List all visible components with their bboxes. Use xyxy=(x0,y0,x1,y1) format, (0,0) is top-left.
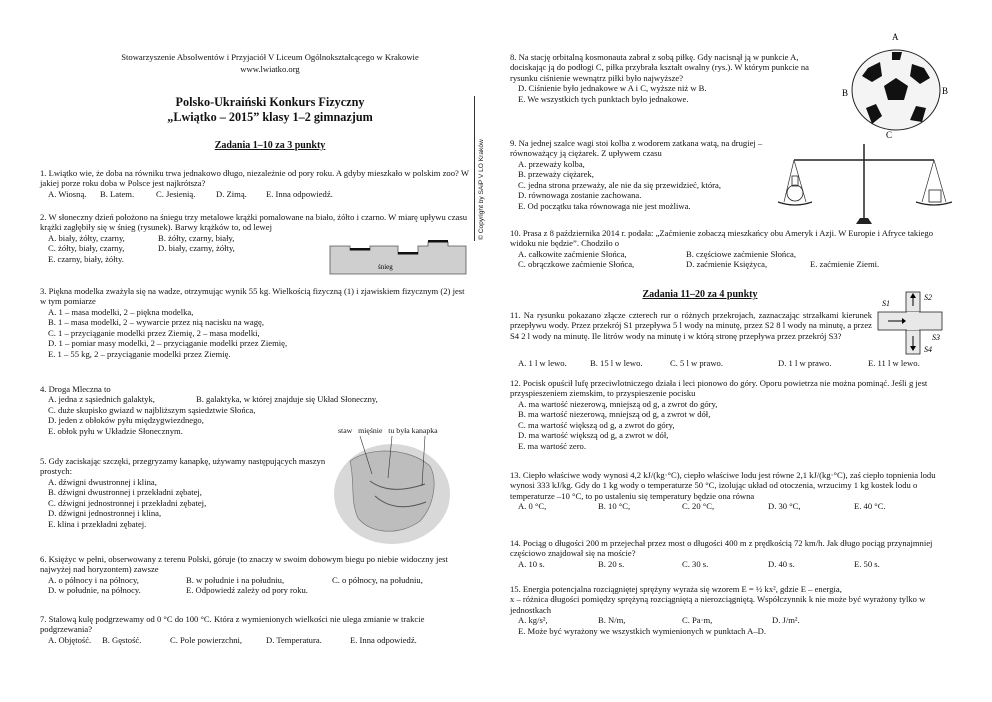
snow-discs-figure xyxy=(328,232,468,276)
question-7 xyxy=(40,614,472,645)
answer-d: D. 40 s. xyxy=(768,558,795,569)
copyright-text: © Copyright by SAiP V LO Kraków xyxy=(478,139,485,240)
s4-label: S4 xyxy=(924,345,932,354)
answer-c: C. 1 – przyciąganie modelki przez Ziemię, 2 – masa modelki, xyxy=(48,327,260,338)
answer-d: D. Zimą. xyxy=(216,188,247,199)
answer-c: C. żółty, biały, czarny, xyxy=(48,243,125,254)
answer-b: B. dźwigni dwustronnej i przekładni zębatej, xyxy=(48,487,202,498)
answer-b: B. 15 l w lewo. xyxy=(590,358,643,368)
ball-figure xyxy=(836,28,956,140)
answer-e: E. Od początku taka równowaga nie jest możliwa. xyxy=(518,200,691,211)
answer-e: E. 11 l w lewo. xyxy=(868,358,920,368)
answer-b: B. częściowe zaćmienie Słońca, xyxy=(686,248,796,259)
answer-e: E. Może być wyrażony we wszystkich wymienionych w punktach A–D. xyxy=(518,625,766,636)
answer-a: A. kg/s², xyxy=(518,615,548,626)
answer-b: B. 1 – masa modelki, 2 – wywarcie przez nią nacisku na wagę, xyxy=(48,317,264,328)
answer-d: D. 30 °C, xyxy=(768,501,801,512)
answer-d: D. Temperatura. xyxy=(266,634,322,645)
answer-a: A. 0 °C, xyxy=(518,501,547,512)
answer-e: E. 1 – 55 kg, 2 – przyciąganie modelki przez Ziemię. xyxy=(48,348,231,359)
answer-a: A. ma wartość niezerową, mniejszą od g, a zwrot do góry, xyxy=(518,398,718,409)
question-8 xyxy=(510,52,828,104)
answer-d: D. biały, czarny, żółty, xyxy=(158,243,235,254)
question-text-2: x – różnica długości pomiędzy sprężyną rozciągniętą a nierozciągniętą. Współczynnik k nie może być wyrażony tylko w jednostkach xyxy=(510,594,926,615)
s3-label: S3 xyxy=(932,333,940,342)
section-heading-2: Zadania 11–20 za 4 punkty xyxy=(642,289,758,300)
answer-e: E. zaćmienie Ziemi. xyxy=(810,259,880,270)
question-text: 14. Pociąg o długości 200 m przejechał przez most o długości 400 m z prędkością 72 km/h. Jak długo pociąg przynajmniej częściowo znajdował się na moście? xyxy=(510,538,933,559)
answer-b: B. ma wartość niezerową, mniejszą od g, a zwrot w dół, xyxy=(518,409,711,420)
answer-d: D. 1 l w prawo. xyxy=(778,358,832,368)
answer-e: E. obłok pyłu w Układzie Słonecznym. xyxy=(48,425,183,436)
point-b-right-label: B xyxy=(942,86,949,96)
answer-c: C. 30 s. xyxy=(682,558,709,569)
answer-d: D. równowaga zostanie zachowana. xyxy=(518,190,642,201)
question-text-1: 15. Energia potencjalna rozciągniętej sprężyny wyraża się wzorem E = ½ kx², gdzie E – energia, xyxy=(510,584,842,594)
answer-a: A. biały, żółty, czarny, xyxy=(48,232,125,243)
answer-c: C. 20 °C, xyxy=(682,501,715,512)
answer-b: B. żółty, czarny, biały, xyxy=(158,232,235,243)
question-5 xyxy=(40,456,330,529)
balance-scale-figure xyxy=(774,138,954,228)
answer-b: B. 20 s. xyxy=(598,558,625,569)
point-c-label: C xyxy=(886,130,893,140)
answer-b: B. przeważy ciężarek, xyxy=(518,169,594,180)
question-11-answers xyxy=(510,358,920,368)
question-text: 5. Gdy zaciskając szczęki, przegryzamy kanapkę, używamy następujących maszyn prostych: xyxy=(40,456,326,477)
answer-a: A. Objętość. xyxy=(48,634,92,645)
answer-a: A. 1 l w lewo. xyxy=(518,358,567,368)
question-text: 2. W słoneczny dzień położono na śniegu trzy metalowe krążki pomalowane na biało, żółto i czarno. W miarę upływu czasu krążki zagłębiły się w śnieg (rysunek). Barwy krążków to, od lewej xyxy=(40,212,468,233)
question-9 xyxy=(510,138,780,211)
organization-name: Stowarzyszenie Absolwentów i Przyjaciół V Liceum Ogólnokształcącego w Krakowie xyxy=(121,52,419,62)
s1-label: S1 xyxy=(882,299,890,308)
answer-d: D. J/m². xyxy=(772,615,800,626)
answer-e: E. klina i przekładni zębatej. xyxy=(48,518,147,529)
question-13 xyxy=(510,470,950,512)
answer-e: E. ma wartość zero. xyxy=(518,440,587,451)
jaw-illustration xyxy=(330,436,460,546)
answer-d: D. jeden z obłoków pyłu międzygwiezdnego, xyxy=(48,415,204,426)
question-10 xyxy=(510,228,950,270)
answer-d: D. ma wartość większą od g, a zwrot w dół, xyxy=(518,430,669,441)
answer-e: E. 40 °C. xyxy=(854,501,886,512)
question-12 xyxy=(510,378,950,451)
answer-c: C. ma wartość większą od g, a zwrot do góry, xyxy=(518,419,675,430)
answer-d: D. w południe, na północy. xyxy=(48,585,141,596)
question-11 xyxy=(510,310,872,341)
answer-a: A. Wiosną. xyxy=(48,188,87,199)
question-15 xyxy=(510,584,950,636)
question-6 xyxy=(40,554,472,596)
answer-d: D. dźwigni jednostronnej i klina, xyxy=(48,508,162,519)
jaw-figure-labels xyxy=(338,426,438,436)
answer-c: C. 5 l w prawo. xyxy=(670,358,723,368)
question-text: 1. Lwiątko wie, że doba na równiku trwa jednakowo długo, niezależnie od pory roku. A gdyby mieszkało w polskim zoo? W jakiej porze roku doba w Polsce jest najkrótsza? xyxy=(40,168,469,189)
answer-b: B. Latem. xyxy=(100,188,135,199)
answer-a: A. o północy i na północy, xyxy=(48,574,139,585)
point-a-label: A xyxy=(892,32,899,42)
question-1 xyxy=(40,168,472,199)
question-text: 12. Pocisk opuścił lufę przeciwlotniczego działa i leci pionowo do góry. Oporu powietrza nie można pominąć. Jeśli g jest przyspieszeniem ziemskim, to przyspieszenie pocisku xyxy=(510,378,928,399)
snow-label: śnieg xyxy=(378,263,393,271)
question-text: 8. Na stację orbitalną kosmonauta zabrał z sobą piłkę. Gdy nacisnął ją w punkcie A, dociskając ją do podłogi C, piłka przybrała kształt owalny (rys.). W którym punkcie na rysunku ciśnienie wewnątrz piłki było najwyższe? xyxy=(510,52,809,83)
question-text: 4. Droga Mleczna to xyxy=(40,384,111,394)
answer-a: A. 1 – masa modelki, 2 – piękna modelka, xyxy=(48,306,194,317)
answer-a: A. dźwigni dwustronnej i klina, xyxy=(48,476,157,487)
answer-c: C. Pa·m, xyxy=(682,615,713,626)
answer-e: E. Inna odpowiedź. xyxy=(350,634,417,645)
answer-a: A. przeważy kolba, xyxy=(518,158,585,169)
answer-c: C. dźwigni jednostronnej i przekładni zębatej, xyxy=(48,497,207,508)
answer-c: C. Jesienią. xyxy=(156,188,196,199)
contest-title: Polsko-Ukraiński Konkurs Fizyczny xyxy=(175,95,365,109)
answer-e: E. 50 s. xyxy=(854,558,880,569)
answer-d: D. 1 – pomiar masy modelki, 2 – przyciąganie modelki przez Ziemię, xyxy=(48,338,288,349)
question-text: 6. Księżyc w pełni, obserwowany z terenu Polski, góruje (to znaczy w swoim dobowym biegu po niebie widoczny jest najwyżej nad horyzontem) zawsze xyxy=(40,554,448,575)
s2-label: S2 xyxy=(924,293,932,302)
answer-b: B. galaktyka, w której znajduje się Układ Słoneczny, xyxy=(196,394,378,405)
answer-c: C. o północy, na południu, xyxy=(332,574,423,585)
answer-c: C. jedna strona przeważy, ale nie da się przewidzieć, która, xyxy=(518,179,721,190)
question-14 xyxy=(510,538,950,569)
answer-c: C. Pole powierzchni, xyxy=(170,634,243,645)
website-url: www.lwiatko.org xyxy=(240,64,300,74)
answer-b: B. N/m, xyxy=(598,615,626,626)
pipe-junction-figure xyxy=(874,290,950,356)
answer-a: A. 10 s. xyxy=(518,558,545,569)
answer-e: E. czarny, biały, żółty. xyxy=(48,253,124,264)
answer-c: C. obrączkowe zaćmienie Słońca, xyxy=(518,259,635,270)
answer-d: D. zaćmienie Księżyca, xyxy=(686,259,768,270)
section-heading-1: Zadania 1–10 za 3 punkty xyxy=(214,140,326,151)
answer-e: E. Odpowiedź zależy od pory roku. xyxy=(186,585,308,596)
contest-subtitle: „Lwiątko – 2015” klasy 1–2 gimnazjum xyxy=(167,110,373,124)
answer-a: A. całkowite zaćmienie Słońca, xyxy=(518,248,627,259)
question-3 xyxy=(40,286,472,359)
joint-label: staw xyxy=(338,426,353,435)
question-text: 7. Stalową kulę podgrzewamy od 0 °C do 100 °C. Która z wymienionych wielkości nie ulega zmianie w trakcie podgrzewania? xyxy=(40,614,425,635)
answer-d: D. Ciśnienie było jednakowe w A i C, wyższe niż w B. xyxy=(518,83,707,94)
answer-e: E. Inna odpowiedź. xyxy=(266,188,333,199)
sandwich-label: tu była kanapka xyxy=(388,426,438,435)
question-text: 10. Prasa z 8 października 2014 r. podała: „Zaćmienie zobaczą mieszkańcy obu Ameryk i Azji. W Europie i Afryce takiego widoku nie będzie”. Chodziło o xyxy=(510,228,934,249)
muscles-label: mięśnie xyxy=(358,426,383,435)
answer-b: B. Gęstość. xyxy=(102,634,142,645)
point-b-left-label: B xyxy=(842,88,849,98)
answer-b: B. w południe i na południu, xyxy=(186,574,285,585)
answer-e: E. We wszystkich tych punktach było jednakowe. xyxy=(518,93,689,104)
question-text: 9. Na jednej szalce wagi stoi kolba z wodorem zatkana watą, na drugiej – równoważący ją ciężarek. Z upływem czasu xyxy=(510,138,763,159)
question-text: 13. Ciepło właściwe wody wynosi 4,2 kJ/(kg·°C), ciepło właściwe lodu jest równe 2,1 kJ/(kg·°C), zaś ciepło topnienia lodu wynosi 333 kJ/kg. Gdy do 1 kg wody o temperaturze 50 °C, izolując układ od otoczenia, wrzucimy 1 kg kostek lodu o temperaturze –10 °C, to po ustaleniu się temperatury będzie ona równa xyxy=(510,470,936,501)
question-text: 3. Piękna modelka zważyła się na wadze, otrzymując wynik 55 kg. Wielkością fizyczną (1) i zjawiskiem fizycznym (2) jest w tym pomiarze xyxy=(40,286,465,307)
answer-a: A. jedna z sąsiednich galaktyk, xyxy=(48,394,155,405)
answer-b: B. 10 °C, xyxy=(598,501,631,512)
answer-c: C. duże skupisko gwiazd w najbliższym sąsiedztwie Słońca, xyxy=(48,404,256,415)
question-text: 11. Na rysunku pokazano złącze czterech rur o różnych przekrojach, zaznaczając strzałkami kierunek przepływu wody. Przez przekrój S1 przepływa 5 l wody na minutę, przez S2 8 l wody na minutę, a przez S4 2 l wody na minutę. Ile litrów wody na minutę i w którą stronę przepływa przez przekrój S3? xyxy=(510,310,872,341)
